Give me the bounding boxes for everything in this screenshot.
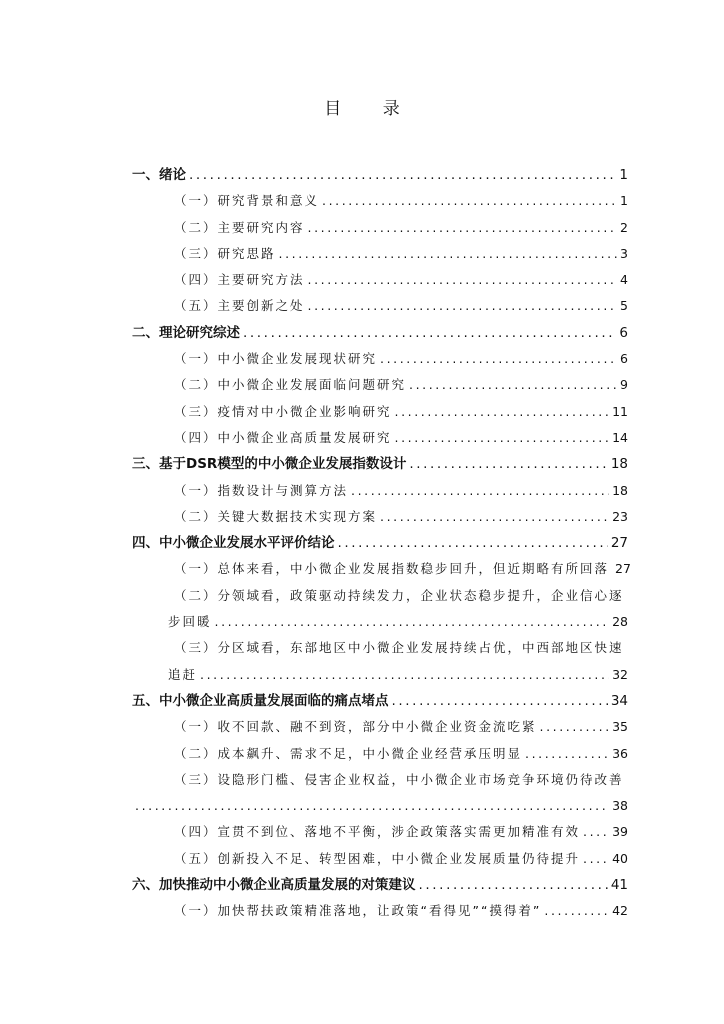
dot-leader: [395, 425, 610, 451]
table-of-contents: [132, 162, 631, 925]
toc-section[interactable]: [132, 372, 628, 398]
toc-entry-text: （四）宣贯不到位、落地不平衡，涉企政策落实需更加精准有效: [174, 824, 581, 840]
dot-leader: [308, 267, 618, 293]
toc-section[interactable]: [132, 819, 628, 845]
dot-leader: [308, 293, 618, 319]
toc-entry-text: （二）分领域看，政策驱动持续发力，企业状态稳步提升，企业信心逐: [174, 587, 624, 603]
dot-leader: [308, 215, 618, 241]
toc-section[interactable]: [132, 846, 628, 872]
dot-leader: [380, 504, 609, 530]
toc-entry[interactable]: [132, 583, 628, 609]
toc-entry-text: （二）成本飙升、需求不足，中小微企业经营承压明显: [174, 745, 523, 761]
toc-entry-continuation[interactable]: [132, 662, 628, 688]
toc-section[interactable]: [132, 504, 628, 530]
toc-section[interactable]: [132, 478, 628, 504]
toc-page-number: 1: [619, 167, 628, 183]
toc-entry-text: 五、中小微企业高质量发展面临的痛点堵点: [132, 692, 389, 709]
toc-page-number: 14: [612, 429, 628, 445]
toc-entry-text-continued: 追赶: [168, 666, 198, 682]
toc-page-number: 11: [612, 403, 628, 419]
toc-page-number: 40: [612, 850, 628, 866]
toc-section[interactable]: [132, 425, 628, 451]
toc-page-number: 6: [620, 351, 628, 367]
toc-entry-continuation[interactable]: [132, 609, 628, 635]
toc-section[interactable]: [132, 741, 628, 767]
toc-page-number: 18: [612, 482, 628, 498]
dot-leader: [338, 530, 608, 556]
toc-entry-text: 二、理论研究综述: [132, 324, 240, 341]
toc-section[interactable]: [132, 293, 628, 319]
toc-entry-text: （四）主要研究方法: [174, 272, 305, 288]
toc-page-number: 3: [620, 245, 628, 261]
dot-leader: [392, 688, 608, 714]
dot-leader: [200, 662, 609, 688]
dot-leader: [544, 898, 609, 924]
toc-entry-text-continued: 步回暖: [168, 614, 212, 630]
dot-leader: [583, 819, 609, 845]
toc-entry-continuation[interactable]: [132, 793, 628, 819]
toc-entry-text: （二）主要研究内容: [174, 219, 305, 235]
toc-page-number: 34: [610, 692, 628, 709]
toc-entry-text: （五）创新投入不足、转型困难，中小微企业发展质量仍待提升: [174, 850, 581, 866]
toc-chapter[interactable]: [132, 320, 628, 346]
toc-entry-text: （三）疫情对中小微企业影响研究: [174, 403, 392, 419]
toc-entry-text: （一）指数设计与测算方法: [174, 482, 349, 498]
toc-section[interactable]: [132, 556, 631, 582]
page-title: 目 录: [324, 99, 418, 119]
toc-entry-text: （三）分区域看，东部地区中小微企业发展持续占优，中西部地区快速: [174, 640, 624, 656]
toc-page-number: 1: [620, 193, 628, 209]
toc-entry-text: 三、基于DSR模型的中小微企业发展指数设计: [132, 456, 407, 473]
toc-page-number: 42: [612, 903, 628, 919]
toc-entry-text: （四）中小微企业高质量发展研究: [174, 429, 392, 445]
toc-page-number: 36: [612, 745, 628, 761]
dot-leader: [243, 320, 616, 346]
toc-entry-text: （一）中小微企业发展现状研究: [174, 351, 378, 367]
dot-leader: [409, 451, 607, 477]
toc-entry-text: （一）收不回款、融不到资，部分中小微企业资金流吃紧: [174, 719, 537, 735]
toc-entry-text: 四、中小微企业发展水平评价结论: [132, 535, 335, 552]
toc-section[interactable]: [132, 267, 628, 293]
toc-entry-text: （三）设隐形门槛、侵害企业权益，中小微企业市场竞争环境仍待改善: [174, 771, 624, 787]
toc-section[interactable]: [132, 188, 628, 214]
toc-page-number: 23: [612, 508, 628, 524]
dot-leader: [215, 609, 610, 635]
toc-page-number: 2: [620, 219, 628, 235]
toc-chapter[interactable]: [132, 451, 628, 477]
dot-leader: [135, 793, 609, 819]
toc-entry-text: （一）总体来看，中小微企业发展指数稳步回升，但近期略有所回落: [174, 561, 610, 577]
toc-page-number: 28: [612, 614, 628, 630]
toc-section[interactable]: [132, 714, 628, 740]
toc-page-number: 27: [615, 561, 631, 577]
toc-entry-text: （二）中小微企业发展面临问题研究: [174, 377, 407, 393]
toc-page-number: 38: [612, 798, 628, 814]
dot-leader: [525, 741, 609, 767]
dot-leader: [322, 188, 617, 214]
toc-entry-text: （一）加快帮扶政策精准落地，让政策“看得见”“摸得着”: [174, 903, 542, 919]
toc-page-number: 4: [620, 272, 628, 288]
toc-entry-text: （一）研究背景和意义: [174, 193, 320, 209]
dot-leader: [395, 399, 610, 425]
toc-page-number: 9: [620, 377, 628, 393]
dot-leader: [583, 846, 609, 872]
toc-section[interactable]: [132, 346, 628, 372]
dot-leader: [189, 162, 616, 188]
toc-entry-text: 六、加快推动中小微企业高质量发展的对策建议: [132, 877, 416, 894]
toc-section[interactable]: [132, 898, 628, 924]
toc-entry-text: （三）研究思路: [174, 245, 276, 261]
toc-chapter[interactable]: [132, 872, 628, 898]
toc-page-number: 5: [620, 298, 628, 314]
toc-entry-text: （二）关键大数据技术实现方案: [174, 508, 378, 524]
toc-page-number: 18: [610, 456, 628, 473]
toc-entry-text: 一、绪论: [132, 167, 186, 183]
toc-chapter[interactable]: [132, 688, 628, 714]
toc-page-number: 41: [610, 877, 628, 894]
toc-section[interactable]: [132, 215, 628, 241]
toc-entry[interactable]: [132, 767, 628, 793]
toc-page-number: 35: [612, 719, 628, 735]
toc-page-number: 39: [612, 824, 628, 840]
toc-section[interactable]: [132, 399, 628, 425]
dot-leader: [380, 346, 617, 372]
dot-leader: [351, 478, 609, 504]
toc-page-number: 32: [612, 666, 628, 682]
dot-leader: [540, 714, 610, 740]
dot-leader: [419, 872, 608, 898]
toc-page-number: 6: [619, 324, 628, 341]
dot-leader: [409, 372, 617, 398]
toc-chapter[interactable]: [132, 162, 628, 188]
toc-entry[interactable]: [132, 635, 628, 661]
toc-entry-text: （五）主要创新之处: [174, 298, 305, 314]
toc-page-number: 27: [610, 535, 628, 552]
dot-leader: [279, 241, 618, 267]
toc-section[interactable]: [132, 241, 628, 267]
toc-chapter[interactable]: [132, 530, 628, 556]
